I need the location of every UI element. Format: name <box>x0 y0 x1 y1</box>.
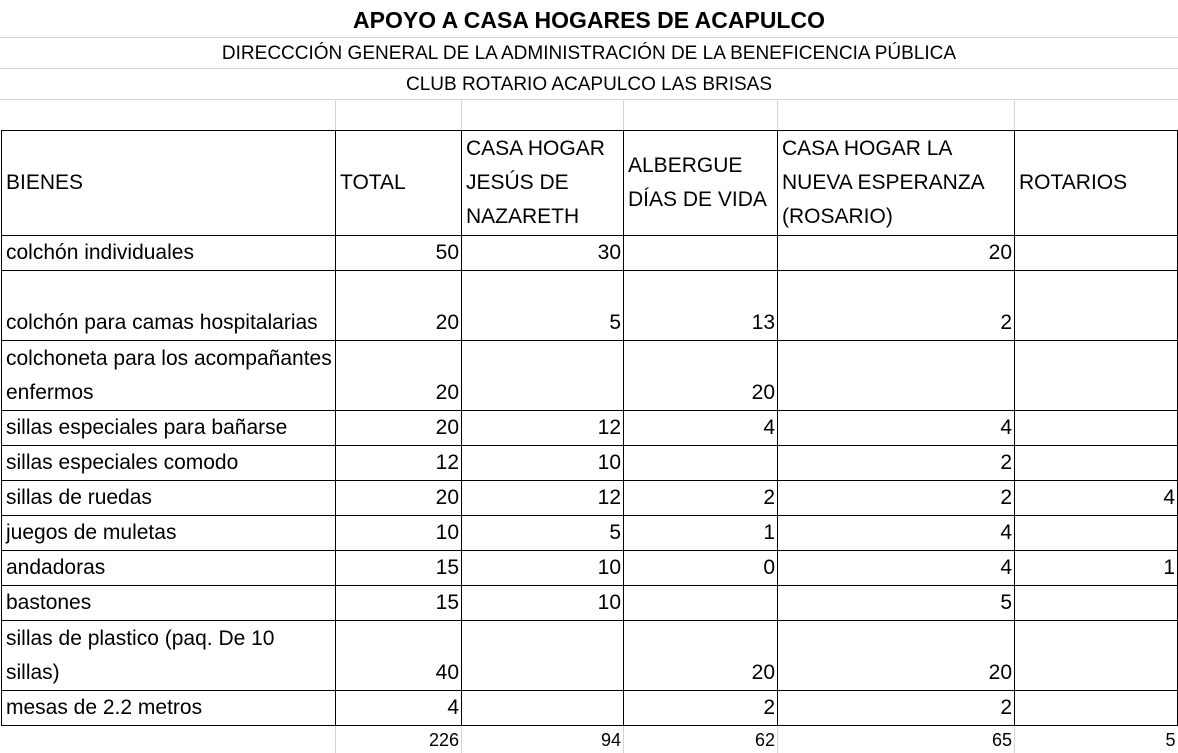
cell-jesus[interactable] <box>462 691 624 726</box>
cell-esperanza[interactable]: 2 <box>778 271 1015 341</box>
item-name-cell[interactable]: andadoras <box>2 551 336 586</box>
cell-jesus[interactable]: 30 <box>462 236 624 271</box>
item-name-cell[interactable]: bastones <box>2 586 336 621</box>
totals-total[interactable]: 226 <box>336 726 462 753</box>
cell-rotarios[interactable] <box>1015 236 1178 271</box>
cell-esperanza[interactable]: 20 <box>778 621 1015 691</box>
item-name-cell[interactable]: sillas especiales comodo <box>2 446 336 481</box>
cell-albergue[interactable]: 2 <box>624 481 778 516</box>
item-name-cell[interactable]: sillas de plastico (paq. De 10 sillas) <box>2 621 336 691</box>
header-albergue[interactable]: ALBERGUE DÍAS DE VIDA <box>624 131 778 236</box>
cell-albergue[interactable]: 4 <box>624 411 778 446</box>
cell-total[interactable]: 20 <box>336 271 462 341</box>
cell-total[interactable]: 12 <box>336 446 462 481</box>
table-row <box>2 411 1178 446</box>
cell-albergue[interactable]: 13 <box>624 271 778 341</box>
table-row <box>2 446 1178 481</box>
cell-rotarios[interactable] <box>1015 621 1178 691</box>
cell-rotarios[interactable] <box>1015 446 1178 481</box>
cell-albergue[interactable]: 1 <box>624 516 778 551</box>
header-row <box>2 131 1178 236</box>
title-cell[interactable] <box>0 0 1178 38</box>
cell-total[interactable]: 20 <box>336 341 462 411</box>
totals-esperanza[interactable]: 65 <box>778 726 1015 753</box>
cell-esperanza[interactable]: 4 <box>778 551 1015 586</box>
cell-esperanza[interactable] <box>778 341 1015 411</box>
goods-table <box>1 130 1178 753</box>
cell-total[interactable]: 50 <box>336 236 462 271</box>
cell-esperanza[interactable]: 2 <box>778 481 1015 516</box>
totals-jesus[interactable]: 94 <box>462 726 624 753</box>
cell-jesus[interactable] <box>462 621 624 691</box>
cell-jesus[interactable]: 5 <box>462 516 624 551</box>
subtitle-cell-2[interactable] <box>0 69 1178 100</box>
cell-rotarios[interactable]: 4 <box>1015 481 1178 516</box>
cell-albergue[interactable]: 20 <box>624 621 778 691</box>
item-name-cell[interactable]: sillas de ruedas <box>2 481 336 516</box>
table-row <box>2 621 1178 691</box>
cell-rotarios[interactable] <box>1015 411 1178 446</box>
gridline <box>461 100 462 130</box>
gridline <box>335 100 336 130</box>
blank-row <box>0 100 1178 130</box>
cell-rotarios[interactable] <box>1015 691 1178 726</box>
table-row <box>2 271 1178 341</box>
totals-row <box>2 726 1178 753</box>
header-casa-hogar-jesus[interactable]: CASA HOGAR JESÚS DE NAZARETH <box>462 131 624 236</box>
header-rotarios[interactable]: ROTARIOS <box>1015 131 1178 236</box>
page-title: APOYO A CASA HOGARES DE ACAPULCO <box>353 7 825 33</box>
item-name-cell[interactable]: mesas de 2.2 metros <box>2 691 336 726</box>
cell-jesus[interactable]: 12 <box>462 411 624 446</box>
cell-albergue[interactable]: 20 <box>624 341 778 411</box>
table-row <box>2 586 1178 621</box>
cell-total[interactable]: 40 <box>336 621 462 691</box>
table-row <box>2 551 1178 586</box>
cell-rotarios[interactable] <box>1015 586 1178 621</box>
header-bienes[interactable]: BIENES <box>2 131 336 236</box>
cell-esperanza[interactable]: 5 <box>778 586 1015 621</box>
gridline <box>1014 100 1015 130</box>
cell-total[interactable]: 4 <box>336 691 462 726</box>
cell-total[interactable]: 15 <box>336 551 462 586</box>
item-name-cell[interactable]: sillas especiales para bañarse <box>2 411 336 446</box>
cell-jesus[interactable]: 10 <box>462 551 624 586</box>
table-row <box>2 236 1178 271</box>
cell-jesus[interactable]: 10 <box>462 586 624 621</box>
cell-jesus[interactable] <box>462 341 624 411</box>
cell-rotarios[interactable] <box>1015 516 1178 551</box>
subtitle-2: CLUB ROTARIO ACAPULCO LAS BRISAS <box>405 74 773 95</box>
cell-esperanza[interactable]: 2 <box>778 691 1015 726</box>
table-row <box>2 691 1178 726</box>
cell-total[interactable]: 20 <box>336 481 462 516</box>
cell-esperanza[interactable]: 2 <box>778 446 1015 481</box>
cell-rotarios[interactable] <box>1015 271 1178 341</box>
cell-total[interactable]: 20 <box>336 411 462 446</box>
subtitle-cell-1[interactable] <box>0 38 1178 69</box>
cell-albergue[interactable]: 0 <box>624 551 778 586</box>
cell-albergue[interactable] <box>624 446 778 481</box>
cell-rotarios[interactable] <box>1015 341 1178 411</box>
subtitle-1: DIRECCCIÓN GENERAL DE LA ADMINISTRACIÓN DE LA BENEFICENCIA PÚBLICA <box>221 43 957 64</box>
cell-rotarios[interactable]: 1 <box>1015 551 1178 586</box>
cell-total[interactable]: 10 <box>336 516 462 551</box>
cell-esperanza[interactable]: 4 <box>778 411 1015 446</box>
item-name-cell[interactable]: juegos de muletas <box>2 516 336 551</box>
totals-label-cell[interactable] <box>2 726 336 753</box>
item-name-cell[interactable]: colchón individuales <box>2 236 336 271</box>
table-row <box>2 481 1178 516</box>
gridline <box>623 100 624 130</box>
header-total[interactable]: TOTAL <box>336 131 462 236</box>
cell-albergue[interactable]: 2 <box>624 691 778 726</box>
cell-jesus[interactable]: 12 <box>462 481 624 516</box>
cell-jesus[interactable]: 10 <box>462 446 624 481</box>
item-name-cell[interactable]: colchoneta para los acompañantes enfermos <box>2 341 336 411</box>
cell-albergue[interactable] <box>624 586 778 621</box>
cell-jesus[interactable]: 5 <box>462 271 624 341</box>
cell-albergue[interactable] <box>624 236 778 271</box>
table-row <box>2 341 1178 411</box>
item-name-cell[interactable]: colchón para camas hospitalarias <box>2 271 336 341</box>
cell-esperanza[interactable]: 4 <box>778 516 1015 551</box>
totals-albergue[interactable]: 62 <box>624 726 778 753</box>
cell-total[interactable]: 15 <box>336 586 462 621</box>
totals-rotarios[interactable]: 5 <box>1015 726 1178 753</box>
gridline <box>777 100 778 130</box>
header-nueva-esperanza[interactable]: CASA HOGAR LA NUEVA ESPERANZA (ROSARIO) <box>778 131 1015 236</box>
table-row <box>2 516 1178 551</box>
cell-esperanza[interactable]: 20 <box>778 236 1015 271</box>
